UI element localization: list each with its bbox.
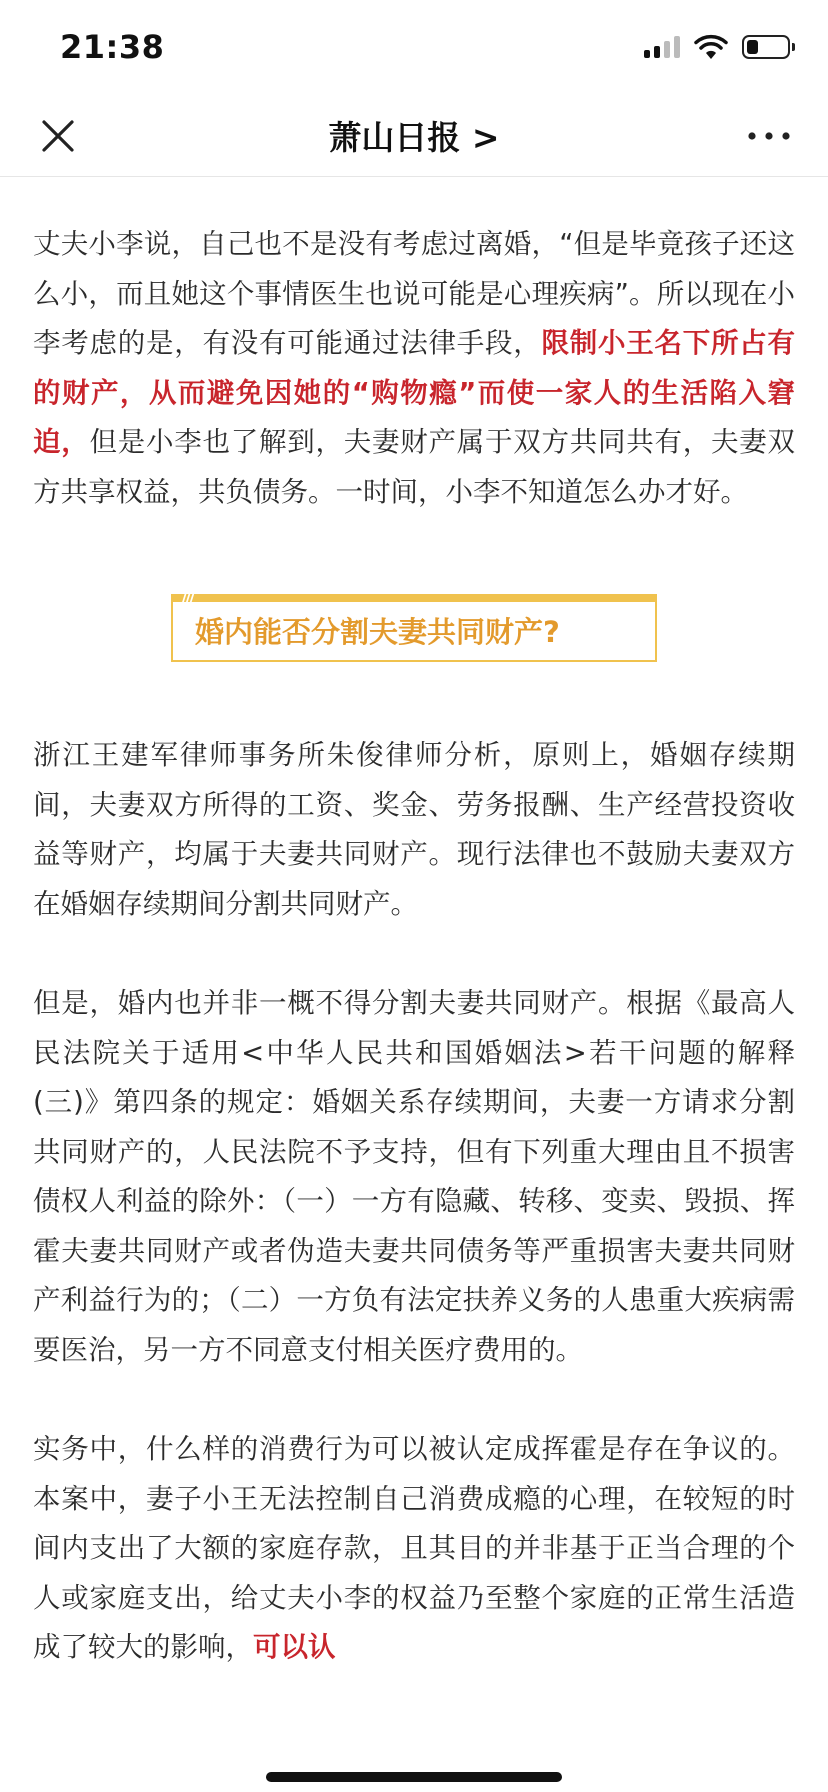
para4-highlight: 可以认 — [253, 1631, 336, 1663]
battery-icon — [742, 35, 790, 59]
section-heading — [171, 589, 657, 662]
status-icons — [644, 34, 790, 60]
nav-bar — [0, 96, 828, 177]
paragraph-3: 但是，婚内也并非一概不得分割夫妻共同财产。根据《最高人民法院关于适用<中华人民共和国婚姻法>若干问题的解释(三)》第四条的规定：婚姻关系存续期间，夫妻一方请求分割共同财产的，人民法院不予支持，但有下列重大理由且不损害债权人利益的除外：（一）一方有隐藏、转移、变卖、毁损、挥霍夫妻共同财产或者伪造夫妻共同债务等严重损害夫妻共同财产利益行为的；（二）一方负有法定扶养义务的人患重大疾病需要医治，另一方不同意支付相关医疗费用的。 — [33, 987, 795, 1366]
paragraph-1 — [33, 220, 795, 517]
article-content — [33, 220, 795, 1673]
paragraph-4 — [33, 1425, 795, 1673]
para4-text: 实务中，什么样的消费行为可以被认定成挥霍是存在争议的。本案中，妻子小王无法控制自己消费成瘾的心理，在较短的时间内支出了大额的家庭存款，且其目的并非基于正当合理的个人或家庭支出，给丈夫小李的权益乃至整个家庭的正常生活造成了较大的影响， — [33, 1433, 795, 1663]
wifi-icon — [694, 34, 728, 60]
para1-text: 丈夫小李说，自己也不是没有考虑过离婚，“但是毕竟孩子还这么小，而且她这个事情医生也说可能是心理疾病”。所以现在小李考虑的是，有没有可能通过法律手段， — [33, 228, 795, 359]
heading-decoration: /// — [181, 589, 193, 608]
battery-fill — [747, 40, 758, 54]
account-title[interactable]: 萧山日报 > — [328, 118, 500, 157]
status-time: 21:38 — [60, 28, 165, 66]
home-indicator[interactable] — [266, 1772, 562, 1782]
section-heading-text: 婚内能否分割夫妻共同财产? — [195, 615, 560, 649]
para1-highlight: 限制小王名下所占有的财产，从而避免因她的“购物瘾”而使一家人的生活陷入窘迫， — [33, 327, 795, 458]
para1-text-after: 但是小李也了解到，夫妻财产属于双方共同共有，夫妻双方共享权益，共负债务。一时间，小李不知道怎么办才好。 — [33, 426, 795, 508]
more-icon[interactable] — [746, 122, 792, 150]
paragraph-2: 浙江王建军律师事务所朱俊律师分析，原则上，婚姻存续期间，夫妻双方所得的工资、奖金、劳务报酬、生产经营投资收益等财产，均属于夫妻共同财产。现行法律也不鼓励夫妻双方在婚姻存续期间分割共同财产。 — [33, 739, 795, 920]
cellular-signal-icon — [644, 36, 680, 58]
status-bar — [0, 0, 828, 96]
heading-top-bar — [171, 589, 657, 608]
